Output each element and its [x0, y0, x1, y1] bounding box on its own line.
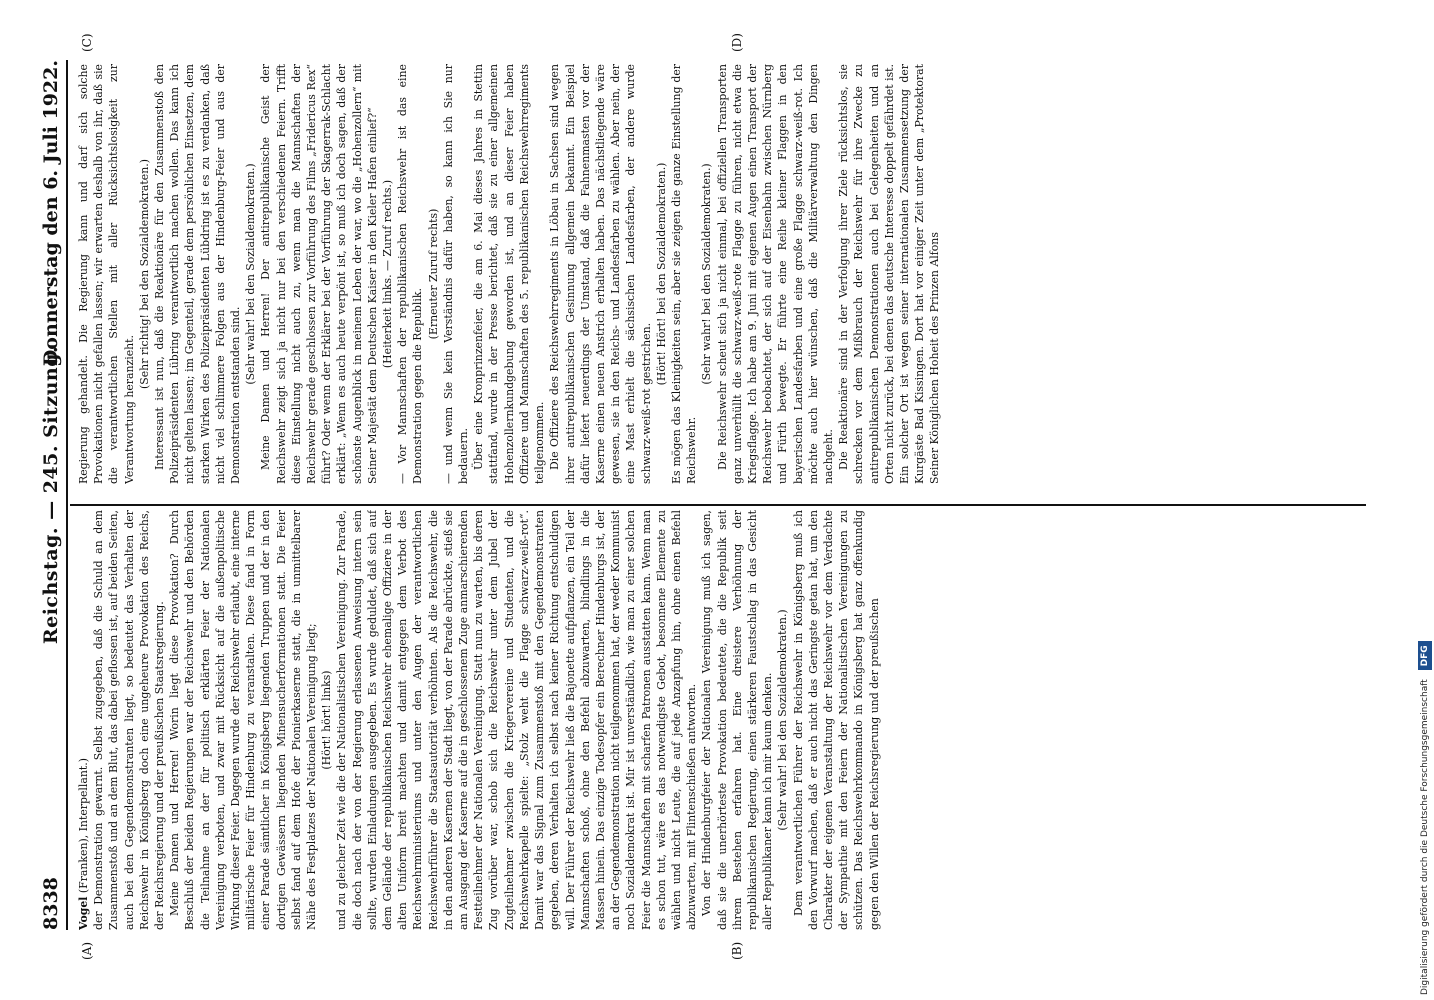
paragraph: Von der Hindenburgfeier der Nationalen Vereinigung muß ich sagen, daß sie die unerhörteste Provokation bedeutete, die die Republik seit ihrem Bestehen erfahren hat. Eine dreistere Verhöhnung der republikanischen Regierung, einen stärkeren Faustschlag in das Gesicht aller Republikaner kann ich mir kaum denken. [700, 510, 775, 930]
paragraph: Interessant ist nun, daß die Reaktionäre für den Zusammenstoß den Polizeipräsidenten Lübring verantwortlich machen wollen. Das kann ich nicht gelten lassen; im Gegenteil, gerade dem persönlichen Einsetzen, dem starken Wirken des Polizeipräsidenten Lübdring ist es zu verdanken, daß nicht viel schlimmere Folgen aus der Hindenburg-Feier und aus der Demonstration entstanden sind. [153, 64, 243, 484]
dfg-logo: DFG [1418, 641, 1432, 670]
digitization-credit [1416, 5, 1434, 995]
paragraph: Es mögen das Kleinigkeiten sein, aber sie zeigen die ganze Einstellung der Reichswehr. [669, 64, 699, 484]
paragraph: der Demonstration gewarnt. Selbst zugegeben, daß die Schuld an dem Zusammenstoß und an dem Blut, das dabei geflossen ist, auf beiden Seiten, auch bei den Gegendemonstranten liegt, so bedeutet das Verhalten der Reichswehr in Königsberg doch eine ungeheure Provokation des Reichs, der Reichsregierung und der preußischen Staatsregierung. [92, 510, 167, 930]
margin-marker-d: (D) [730, 33, 744, 52]
page-header [36, 60, 68, 930]
speaker-name: Vogel [77, 896, 90, 930]
paragraph: Dem verantwortlichen Führer der Reichswehr in Königsberg muß ich den Vorwurf machen, daß er auch nicht das Geringste getan hat, um den Charakter der eigenen Veranstaltung der Reichswehr vor dem Verdachte der Sympathie mit den Feiern der Nationalistischen Vereinigungen zu schützen. Das Reichswehrkommando in Königsberg hat ganz offenkundig gegen den Willen der Reichsregierung und der preußischen [791, 510, 881, 930]
session-date: Donnerstag den 6. Juli 1922. [40, 60, 62, 367]
paragraph: Die Reaktionäre sind in der Verfolgung ihrer Ziele rücksichtslos, sie schrecken vor dem Mißbrauch der Reichswehr für ihre Zwecke zu antirepublikanischen Demonstrationen auch bei Gelegenheiten und an Orten nicht zurück, bei denen das deutsche Interesse doppelt gefährdet ist. Ein solcher Ort ist wegen seiner internationalen Zusammensetzung der Kurgäste Bad Kissingen. Dort hat vor einiger Zeit unter dem „Protektorat Seiner Königlichen Hoheit des Prinzen Alfons [837, 64, 942, 484]
speaker-note: (Franken), Interpellant.) [77, 758, 90, 894]
credit-line [1416, 5, 1434, 995]
left-column [76, 510, 1366, 930]
interjection: (Heiterkeit links. — Zuruf rechts.) [381, 179, 395, 369]
session-title: Reichstag. — 245. Sitzung. [40, 345, 62, 645]
paragraph: — und wenn Sie kein Verständnis dafür haben, so kann ich Sie nur bedauern. [441, 64, 471, 484]
interjection: (Hört! Hört! bei den Sozialdemokraten.) [654, 162, 668, 386]
page-number: 8338 [40, 877, 62, 930]
column-divider [70, 504, 1366, 506]
interjection: (Hört! hört! links) [320, 670, 334, 770]
interjection: (Sehr richtig! bei den Sozialdemokraten.) [137, 159, 151, 389]
paragraph: Meine Damen und Herren! Worin liegt diese Provokation? Durch Beschluß der beiden Regierungen war der Reichswehr und den Behörden die Teilnahme an der für politisch erklärten Feier der Nationalen Vereinigung verboten, und zwar mit Rücksicht auf die außenpolitische Wirkung dieser Feier. Dagegen wurde der Reichswehr erlaubt, eine interne militärische Feier für Hindenburg zu veranstalten. Diese fand in Form einer Parade sämtlicher in Königsberg liegenden Truppen und der in den dortigen Gewässern liegenden Minensucherformationen statt. Die Feier selbst fand auf dem Hofe der Pionierkaserne statt, die in unmittelbarer Nähe des Festplatzes der Nationalen Vereinigung liegt; [168, 510, 319, 930]
paragraph: Die Reichswehr scheut sich ja nicht einmal, bei offiziellen Transporten ganz unverhüllt die schwarz-weiß-rote Flagge zu führen, nicht etwa die Kriegsflagge. Ich habe am 9. Juni mit eigenen Augen einen Transport der Reichswehr beobachtet, der sich auf der Eisenbahn zwischen Nürnberg und Fürth bewegte. Er führte eine Reihe kleiner Flaggen in den bayerischen Landesfarben und eine große Flagge schwarz-weiß-rot. Ich möchte auch hier wünschen, daß die Militärverwaltung den Dingen nachgeht. [715, 64, 835, 484]
interjection: (Sehr wahr! bei den Sozialdemokraten.) [244, 163, 258, 385]
paragraph: Über eine Kronprinzenfeier, die am 6. Mai dieses Jahres in Stettin stattfand, wurde in der Presse berichtet, daß sie zu einer allgemeinen Hohenzollernkundgebung geworden ist, und an dieser Feier haben Offiziere und Mannschaften des 5. republikanischen Reichswehrregiments teilgenommen. [472, 64, 547, 484]
interjection: (Erneuter Zuruf rechts) [426, 208, 440, 340]
interjection: (Sehr wahr! bei den Sozialdemokraten.) [776, 609, 790, 831]
right-column [76, 64, 1366, 484]
interjection: (Sehr wahr! bei den Sozialdemokraten.) [700, 163, 714, 385]
paragraph: Meine Damen und Herren! Der antirepublikanische Geist der Reichswehr zeigt sich ja nicht nur bei den verschiedenen Feiern. Trifft diese Einstellung nicht auch zu, wenn man die Mannschaften der Reichswehr gerade geschlossen zur Vorführung des Films „Fridericus Rex“ führt? Oder wenn der Erklärer bei der Vorführung der Skagerrak-Schlacht erklärt: „Wenn es auch heute verpönt ist, so muß ich doch sagen, daß der schönste Augenblick in meinem Leben der war, wo die „Hohenzollern“ mit Seiner Majestät dem Deutschen Kaiser in den Kieler Hafen einlief?“ [259, 64, 379, 484]
margin-marker-a: (A) [80, 941, 94, 960]
speaker-line [76, 510, 91, 930]
margin-marker-c: (C) [80, 33, 94, 52]
paragraph: — Vor Mannschaften der republikanischen Reichswehr ist das eine Demonstration gegen die Republik. [396, 64, 425, 484]
paragraph: und zu gleicher Zeit wie die der Nationalistischen Vereinigung. Zur Parade, die doch nach der von der Regierung erlassenen Anweisung intern sein sollte, wurden Einladungen ausgegeben. Es wurde geduldet, daß sich auf dem Gelände der republikanischen Reichswehr ehemalige Offiziere in der alten Uniform breit machten und damit entgegen dem Verbot des Reichswehrministeriums und unter den Augen der verantwortlichen Reichswehrführer die Staatsautorität verhöhnten. Als die Reichswehr, die in den anderen Kasernen der Stadt liegt, von der Parade abrückte, stieß sie am Ausgang der Kaserne auf die in geschlossenem Zuge anmarschierenden Festteilnehmer der Nationalen Vereinigung. Statt nun zu warten, bis deren Zug vorüber war, schob sich die Reichswehr unter dem Jubel der Zugteilnehmer zwischen die Kriegervereine und Studenten, und die Reichswehrkapelle spielte: „Stolz weht die Flagge schwarz-weiß-rot“. Damit war das Signal zum Zusammenstoß mit den Gegendemonstranten gegeben, deren Verhalten ich selbst nach keiner Richtung entschuldigen will. Der Führer der Reichswehr ließ die Bajonette aufpflanzen, ein Teil der Mannschaften schoß, ohne den Befehl abzuwarten, blindlings in die Massen hinein. Das einzige Todesopfer ein Berechner Hindenburgs ist, der an der Gegendemonstration nicht teilgenommen hat, der weder Kommunist noch Sozialdemokrat ist. Mir ist unverständlich, wie man zu einer solchen Feier die Mannschaften mit scharfen Patronen ausstatten kann. Wenn man es schon tut, wäre es das notwendigste Gebot, besonnene Elemente zu wählen und nicht Leute, die auf jede Anzapfung hin, ohne einen Befehl abzuwarten, mit Flintenschießen antworten. [335, 510, 699, 930]
margin-marker-b: (B) [730, 941, 744, 960]
paragraph: Die Offiziere des Reichswehrregiments in Löbau in Sachsen sind wegen ihrer antirepublikanischen Gesinnung allgemein bekannt. Ein Beispiel dafür liefert neuerdings der Umstand, daß die Fahnenmasten vor der Kaserne einen neuen Anstrich erhalten haben. Das nächstliegende wäre gewesen, sie in den Reichs- und Landesfarben zu wählen. Aber nein, der eine Mast erhielt die sächsischen Landesfarben, der andere wurde schwarz-weiß-rot gestrichen. [548, 64, 653, 484]
paragraph: Regierung gehandelt. Die Regierung kann und darf sich solche Provokationen nicht gefallen lassen; wir erwarten deshalb von ihr, daß sie die verantwortlichen Stellen mit aller Rücksichtslosigkeit zur Verantwortung heranzieht. [77, 64, 136, 484]
credit-text: Digitalisierung gefördert durch die Deutsche Forschungsgemeinschaft [1420, 679, 1430, 995]
